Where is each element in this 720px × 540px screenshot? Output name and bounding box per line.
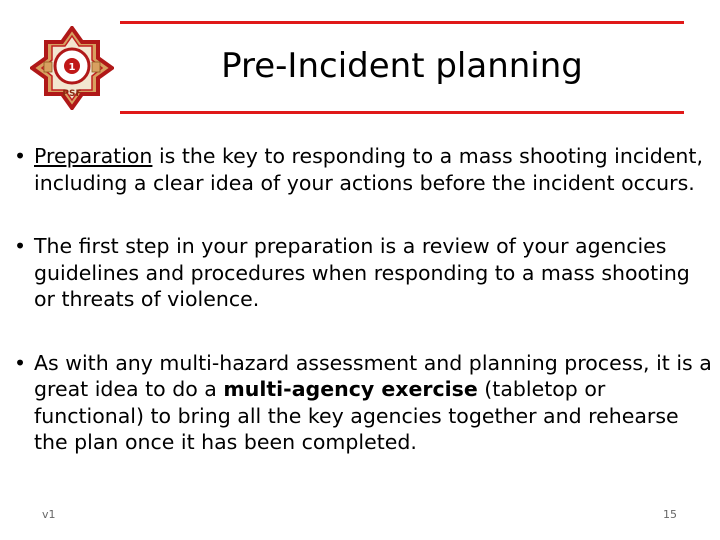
bullet-text: (tabletop or functional) to bring all the key agencies together and rehearse the plan once it has been completed. [34,377,679,454]
bullet-item-preparation [14,143,714,196]
bullet-text: is the key to responding to a mass shooting incident, including a clear idea of your actions before the incident occurs. [34,144,703,195]
bullet-text: As with any multi-hazard assessment and planning process, it is a great idea to do a [34,350,712,401]
page-title: Pre-Incident planning [221,46,583,86]
bullet-item-first-step [14,233,714,313]
bullet-text: The first step in your preparation is a review of your agencies guidelines and procedures when responding to a mass shooting or threats of violence. [34,234,690,311]
underlined-term: Preparation [34,144,153,168]
title-rule-bottom [120,111,684,114]
bullet-item-exercise [14,350,714,456]
bullet-list [14,143,714,493]
page-number: 15 [663,508,677,521]
svg-text:1: 1 [68,62,76,73]
logo-text: PSF [62,89,82,99]
bullet-marker: • [14,234,27,258]
bullet-marker: • [14,350,27,375]
title-rule-top [120,21,684,24]
fire-department-logo [30,26,114,110]
bold-term: multi-agency exercise [223,377,478,401]
version-label: v1 [42,508,56,521]
bullet-marker: • [14,144,27,168]
